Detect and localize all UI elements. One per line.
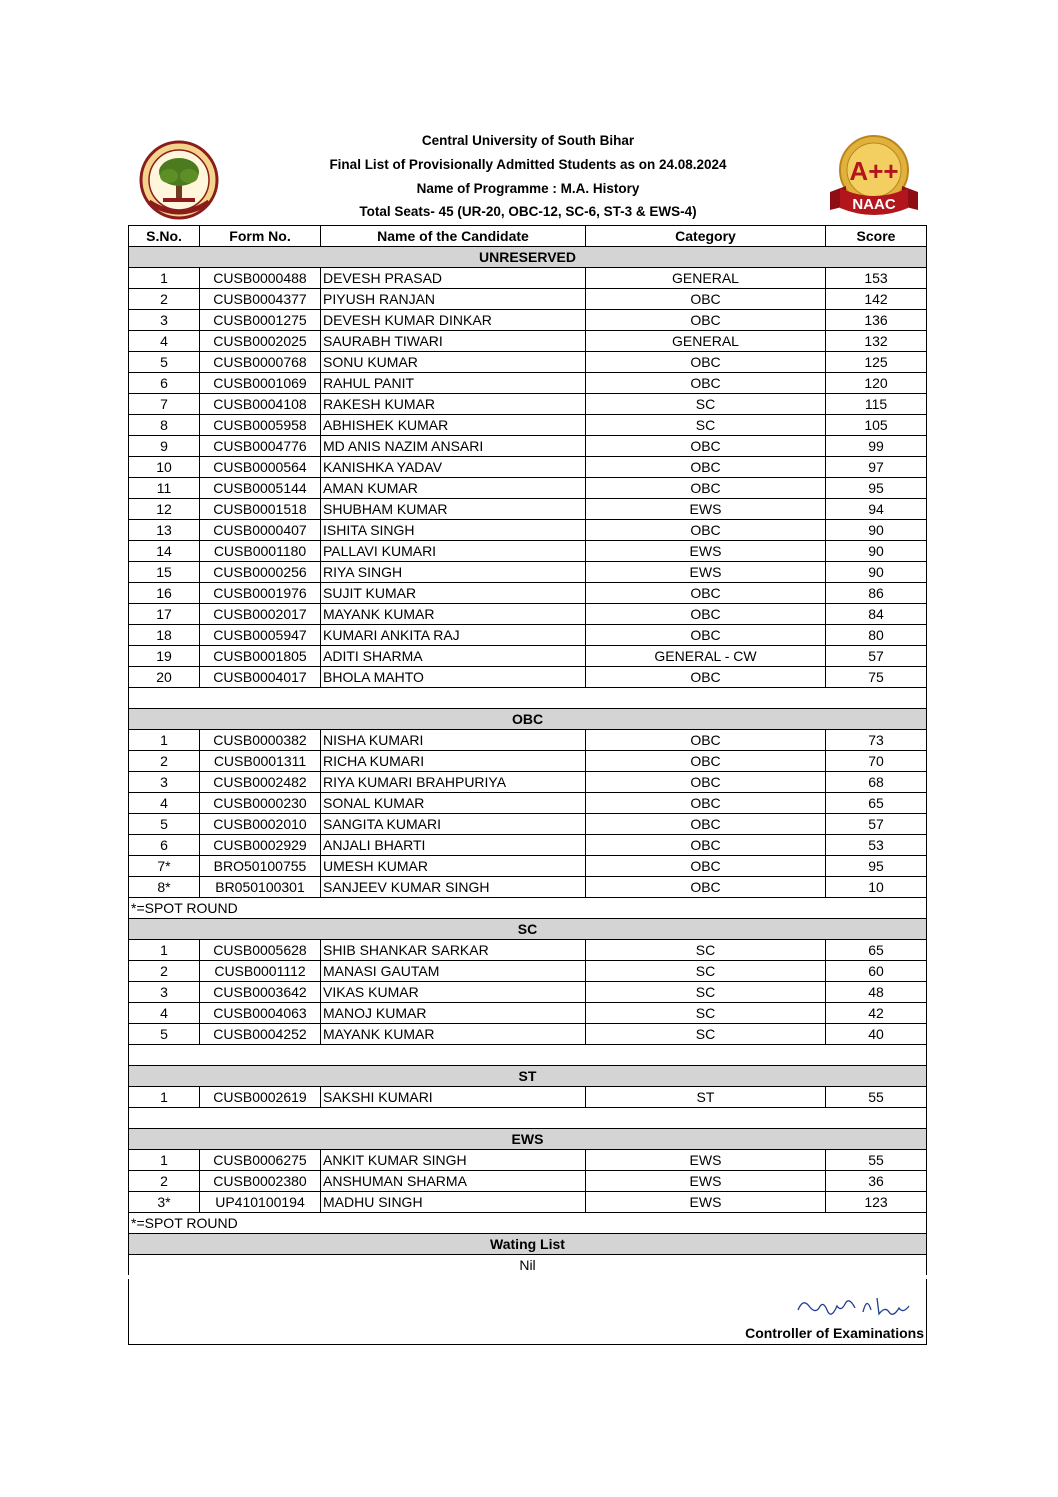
section-title: ST xyxy=(129,1066,927,1087)
cell-score: 55 xyxy=(826,1087,927,1108)
cell-form-no: CUSB0000256 xyxy=(200,562,321,583)
signature-image xyxy=(793,1290,913,1320)
cell-category: OBC xyxy=(586,289,826,310)
cell-form-no: CUSB0002929 xyxy=(200,835,321,856)
cell-candidate-name: RIYA SINGH xyxy=(321,562,586,583)
cell-score: 68 xyxy=(826,772,927,793)
table-row xyxy=(129,457,927,478)
cell-sno: 1 xyxy=(129,940,200,961)
table-row xyxy=(129,667,927,688)
cell-candidate-name: SANJEEV KUMAR SINGH xyxy=(321,877,586,898)
cell-form-no: CUSB0002619 xyxy=(200,1087,321,1108)
cell-candidate-name: RIYA KUMARI BRAHPURIYA xyxy=(321,772,586,793)
table-row xyxy=(129,1150,927,1171)
cell-sno: 15 xyxy=(129,562,200,583)
cell-sno: 5 xyxy=(129,352,200,373)
cell-category: SC xyxy=(586,394,826,415)
section-header-ur xyxy=(129,247,927,268)
section-header-st xyxy=(129,1066,927,1087)
cell-sno: 1 xyxy=(129,268,200,289)
naac-label: NAAC xyxy=(852,196,896,213)
cell-form-no: UP410100194 xyxy=(200,1192,321,1213)
col-candidate-name: Name of the Candidate xyxy=(321,226,586,247)
cell-candidate-name: MD ANIS NAZIM ANSARI xyxy=(321,436,586,457)
cell-candidate-name: SHUBHAM KUMAR xyxy=(321,499,586,520)
cell-form-no: CUSB0005947 xyxy=(200,625,321,646)
column-header-row xyxy=(129,226,927,247)
table-row xyxy=(129,772,927,793)
table-row xyxy=(129,1192,927,1213)
cell-category: OBC xyxy=(586,310,826,331)
admission-table xyxy=(128,225,927,1275)
spot-round-note xyxy=(129,1213,927,1234)
table-row xyxy=(129,793,927,814)
cell-category: GENERAL - CW xyxy=(586,646,826,667)
section-title: SC xyxy=(129,919,927,940)
table-row xyxy=(129,415,927,436)
cell-sno: 3 xyxy=(129,772,200,793)
table-row xyxy=(129,478,927,499)
blank-row xyxy=(129,688,927,709)
cell-score: 57 xyxy=(826,646,927,667)
cell-sno: 20 xyxy=(129,667,200,688)
cell-candidate-name: KANISHKA YADAV xyxy=(321,457,586,478)
table-row xyxy=(129,1024,927,1045)
cell-category: OBC xyxy=(586,436,826,457)
cell-category: SC xyxy=(586,1024,826,1045)
table-row xyxy=(129,520,927,541)
table-row xyxy=(129,835,927,856)
section-header-ews xyxy=(129,1129,927,1150)
cell-sno: 1 xyxy=(129,1087,200,1108)
cell-candidate-name: UMESH KUMAR xyxy=(321,856,586,877)
cell-category: OBC xyxy=(586,751,826,772)
cell-candidate-name: ANSHUMAN SHARMA xyxy=(321,1171,586,1192)
table-row xyxy=(129,310,927,331)
cell-form-no: CUSB0006275 xyxy=(200,1150,321,1171)
section-header-obc xyxy=(129,709,927,730)
programme-name: Name of Programme : M.A. History xyxy=(416,181,640,196)
cell-form-no: CUSB0004108 xyxy=(200,394,321,415)
cell-form-no: CUSB0004776 xyxy=(200,436,321,457)
cell-form-no: CUSB0000407 xyxy=(200,520,321,541)
cell-sno: 4 xyxy=(129,331,200,352)
cell-candidate-name: SONU KUMAR xyxy=(321,352,586,373)
cell-category: OBC xyxy=(586,856,826,877)
cell-form-no: CUSB0001275 xyxy=(200,310,321,331)
cell-score: 70 xyxy=(826,751,927,772)
cell-score: 123 xyxy=(826,1192,927,1213)
waiting-list-header xyxy=(129,1234,927,1255)
cell-form-no: CUSB0000488 xyxy=(200,268,321,289)
controller-label: Controller of Examinations xyxy=(745,1325,924,1341)
university-name: Central University of South Bihar xyxy=(421,133,635,148)
cell-sno: 2 xyxy=(129,751,200,772)
cell-sno: 6 xyxy=(129,835,200,856)
cell-candidate-name: AMAN KUMAR xyxy=(321,478,586,499)
cell-form-no: CUSB0005958 xyxy=(200,415,321,436)
cell-score: 36 xyxy=(826,1171,927,1192)
table-row xyxy=(129,268,927,289)
cell-category: GENERAL xyxy=(586,268,826,289)
cell-sno: 10 xyxy=(129,457,200,478)
cell-candidate-name: MADHU SINGH xyxy=(321,1192,586,1213)
cell-candidate-name: SONAL KUMAR xyxy=(321,793,586,814)
cell-category: OBC xyxy=(586,793,826,814)
cell-category: OBC xyxy=(586,478,826,499)
cell-form-no: CUSB0001180 xyxy=(200,541,321,562)
cell-category: SC xyxy=(586,415,826,436)
cell-form-no: CUSB0000768 xyxy=(200,352,321,373)
cell-category: OBC xyxy=(586,625,826,646)
cell-sno: 8* xyxy=(129,877,200,898)
cell-category: EWS xyxy=(586,562,826,583)
cell-score: 90 xyxy=(826,541,927,562)
cell-form-no: CUSB0002017 xyxy=(200,604,321,625)
cell-candidate-name: DEVESH KUMAR DINKAR xyxy=(321,310,586,331)
cell-sno: 5 xyxy=(129,1024,200,1045)
cell-form-no: CUSB0001518 xyxy=(200,499,321,520)
table-row xyxy=(129,499,927,520)
cell-candidate-name: MAYANK KUMAR xyxy=(321,1024,586,1045)
cell-sno: 11 xyxy=(129,478,200,499)
cell-score: 60 xyxy=(826,961,927,982)
table-row xyxy=(129,961,927,982)
cell-sno: 7* xyxy=(129,856,200,877)
cell-sno: 19 xyxy=(129,646,200,667)
cell-score: 10 xyxy=(826,877,927,898)
cell-score: 95 xyxy=(826,856,927,877)
cell-form-no: CUSB0001069 xyxy=(200,373,321,394)
table-row xyxy=(129,646,927,667)
cell-candidate-name: PIYUSH RANJAN xyxy=(321,289,586,310)
section-title: EWS xyxy=(129,1129,927,1150)
cell-sno: 2 xyxy=(129,961,200,982)
cell-category: OBC xyxy=(586,730,826,751)
cell-candidate-name: SUJIT KUMAR xyxy=(321,583,586,604)
cell-category: OBC xyxy=(586,814,826,835)
cell-score: 75 xyxy=(826,667,927,688)
table-row xyxy=(129,814,927,835)
cell-sno: 13 xyxy=(129,520,200,541)
cell-form-no: CUSB0004063 xyxy=(200,1003,321,1024)
cell-sno: 2 xyxy=(129,289,200,310)
cell-candidate-name: DEVESH PRASAD xyxy=(321,268,586,289)
cell-score: 94 xyxy=(826,499,927,520)
cell-candidate-name: ISHITA SINGH xyxy=(321,520,586,541)
cell-score: 57 xyxy=(826,814,927,835)
cell-form-no: BR050100301 xyxy=(200,877,321,898)
cell-score: 136 xyxy=(826,310,927,331)
cell-candidate-name: MANOJ KUMAR xyxy=(321,1003,586,1024)
cell-score: 105 xyxy=(826,415,927,436)
cell-sno: 3* xyxy=(129,1192,200,1213)
table-row xyxy=(129,1087,927,1108)
cell-form-no: CUSB0001311 xyxy=(200,751,321,772)
table-row xyxy=(129,541,927,562)
table-row xyxy=(129,436,927,457)
table-row xyxy=(129,373,927,394)
cell-candidate-name: ABHISHEK KUMAR xyxy=(321,415,586,436)
cell-score: 153 xyxy=(826,268,927,289)
cell-form-no: CUSB0002482 xyxy=(200,772,321,793)
cell-form-no: CUSB0005144 xyxy=(200,478,321,499)
total-seats: Total Seats- 45 (UR-20, OBC-12, SC-6, ST-3 & EWS-4) xyxy=(359,204,697,219)
table-row xyxy=(129,583,927,604)
cell-sno: 5 xyxy=(129,814,200,835)
cell-sno: 3 xyxy=(129,982,200,1003)
cell-form-no: CUSB0002380 xyxy=(200,1171,321,1192)
cell-category: SC xyxy=(586,1003,826,1024)
cell-category: EWS xyxy=(586,1192,826,1213)
cell-sno: 1 xyxy=(129,730,200,751)
waiting-list-title: Wating List xyxy=(129,1234,927,1255)
section-title: OBC xyxy=(129,709,927,730)
cell-category: SC xyxy=(586,961,826,982)
cell-candidate-name: ADITI SHARMA xyxy=(321,646,586,667)
cell-category: OBC xyxy=(586,352,826,373)
cell-score: 90 xyxy=(826,562,927,583)
list-title: Final List of Provisionally Admitted Students as on 24.08.2024 xyxy=(329,157,727,172)
cell-score: 99 xyxy=(826,436,927,457)
cell-sno: 1 xyxy=(129,1150,200,1171)
cell-category: OBC xyxy=(586,520,826,541)
table-row xyxy=(129,604,927,625)
cell-score: 84 xyxy=(826,604,927,625)
cell-candidate-name: NISHA KUMARI xyxy=(321,730,586,751)
note-text: *=SPOT ROUND xyxy=(129,898,927,919)
cell-score: 40 xyxy=(826,1024,927,1045)
cell-score: 65 xyxy=(826,793,927,814)
waiting-list-row xyxy=(129,1255,927,1276)
cell-sno: 3 xyxy=(129,310,200,331)
table-row xyxy=(129,730,927,751)
cell-score: 90 xyxy=(826,520,927,541)
cell-sno: 4 xyxy=(129,793,200,814)
cell-candidate-name: KUMARI ANKITA RAJ xyxy=(321,625,586,646)
cell-category: OBC xyxy=(586,772,826,793)
cell-category: EWS xyxy=(586,499,826,520)
note-text: *=SPOT ROUND xyxy=(129,1213,927,1234)
cell-form-no: CUSB0003642 xyxy=(200,982,321,1003)
blank-row xyxy=(129,1108,927,1129)
cell-score: 95 xyxy=(826,478,927,499)
cell-score: 80 xyxy=(826,625,927,646)
cell-score: 65 xyxy=(826,940,927,961)
cell-form-no: CUSB0005628 xyxy=(200,940,321,961)
cell-sno: 6 xyxy=(129,373,200,394)
cell-score: 48 xyxy=(826,982,927,1003)
cell-form-no: CUSB0002010 xyxy=(200,814,321,835)
cell-form-no: CUSB0001805 xyxy=(200,646,321,667)
cell-form-no: CUSB0001112 xyxy=(200,961,321,982)
cell-candidate-name: MAYANK KUMAR xyxy=(321,604,586,625)
section-title: UNRESERVED xyxy=(129,247,927,268)
table-row xyxy=(129,289,927,310)
table-row xyxy=(129,982,927,1003)
table-row xyxy=(129,352,927,373)
cell-score: 53 xyxy=(826,835,927,856)
cell-form-no: CUSB0004017 xyxy=(200,667,321,688)
cell-category: EWS xyxy=(586,1150,826,1171)
cell-form-no: CUSB0004377 xyxy=(200,289,321,310)
cell-category: OBC xyxy=(586,835,826,856)
cell-sno: 17 xyxy=(129,604,200,625)
cell-score: 55 xyxy=(826,1150,927,1171)
table-row xyxy=(129,562,927,583)
cell-sno: 12 xyxy=(129,499,200,520)
cell-score: 120 xyxy=(826,373,927,394)
cell-category: GENERAL xyxy=(586,331,826,352)
cell-sno: 14 xyxy=(129,541,200,562)
cell-candidate-name: VIKAS KUMAR xyxy=(321,982,586,1003)
table-row xyxy=(129,940,927,961)
cell-form-no: CUSB0000230 xyxy=(200,793,321,814)
cell-form-no: CUSB0002025 xyxy=(200,331,321,352)
cell-candidate-name: ANKIT KUMAR SINGH xyxy=(321,1150,586,1171)
cell-candidate-name: SAKSHI KUMARI xyxy=(321,1087,586,1108)
cell-score: 132 xyxy=(826,331,927,352)
col-category: Category xyxy=(586,226,826,247)
table-row xyxy=(129,856,927,877)
col-form-no: Form No. xyxy=(200,226,321,247)
table-row xyxy=(129,751,927,772)
cell-form-no: CUSB0000564 xyxy=(200,457,321,478)
cell-form-no: CUSB0000382 xyxy=(200,730,321,751)
cell-candidate-name: BHOLA MAHTO xyxy=(321,667,586,688)
cell-score: 42 xyxy=(826,1003,927,1024)
table-row xyxy=(129,625,927,646)
cell-form-no: BRO50100755 xyxy=(200,856,321,877)
cell-score: 115 xyxy=(826,394,927,415)
cell-category: ST xyxy=(586,1087,826,1108)
blank-row xyxy=(129,1045,927,1066)
table-row xyxy=(129,1171,927,1192)
blank-cell xyxy=(129,1045,927,1066)
col-score: Score xyxy=(826,226,927,247)
cell-category: SC xyxy=(586,940,826,961)
table-row xyxy=(129,394,927,415)
cell-sno: 16 xyxy=(129,583,200,604)
table-row xyxy=(129,331,927,352)
blank-cell xyxy=(129,688,927,709)
cell-category: SC xyxy=(586,982,826,1003)
cell-score: 142 xyxy=(826,289,927,310)
cell-candidate-name: SAURABH TIWARI xyxy=(321,331,586,352)
cell-sno: 2 xyxy=(129,1171,200,1192)
cell-category: OBC xyxy=(586,604,826,625)
blank-cell xyxy=(129,1108,927,1129)
cell-score: 97 xyxy=(826,457,927,478)
cell-category: OBC xyxy=(586,667,826,688)
cell-candidate-name: RAHUL PANIT xyxy=(321,373,586,394)
cell-candidate-name: RAKESH KUMAR xyxy=(321,394,586,415)
cell-candidate-name: ANJALI BHARTI xyxy=(321,835,586,856)
cell-category: OBC xyxy=(586,373,826,394)
cell-sno: 7 xyxy=(129,394,200,415)
cell-sno: 9 xyxy=(129,436,200,457)
col-sno: S.No. xyxy=(129,226,200,247)
cell-score: 125 xyxy=(826,352,927,373)
cell-sno: 4 xyxy=(129,1003,200,1024)
waiting-list-value: Nil xyxy=(129,1255,927,1276)
cell-form-no: CUSB0004252 xyxy=(200,1024,321,1045)
cell-category: OBC xyxy=(586,457,826,478)
cell-sno: 18 xyxy=(129,625,200,646)
spot-round-note xyxy=(129,898,927,919)
cell-category: OBC xyxy=(586,877,826,898)
cell-category: OBC xyxy=(586,583,826,604)
section-header-sc xyxy=(129,919,927,940)
cell-score: 73 xyxy=(826,730,927,751)
cell-candidate-name: SANGITA KUMARI xyxy=(321,814,586,835)
cell-category: EWS xyxy=(586,1171,826,1192)
table-row xyxy=(129,1003,927,1024)
cell-candidate-name: SHIB SHANKAR SARKAR xyxy=(321,940,586,961)
table-row xyxy=(129,877,927,898)
naac-grade: A++ xyxy=(849,156,899,186)
cell-score: 86 xyxy=(826,583,927,604)
cell-candidate-name: PALLAVI KUMARI xyxy=(321,541,586,562)
cell-candidate-name: RICHA KUMARI xyxy=(321,751,586,772)
cell-form-no: CUSB0001976 xyxy=(200,583,321,604)
cell-candidate-name: MANASI GAUTAM xyxy=(321,961,586,982)
cell-sno: 8 xyxy=(129,415,200,436)
cell-category: EWS xyxy=(586,541,826,562)
